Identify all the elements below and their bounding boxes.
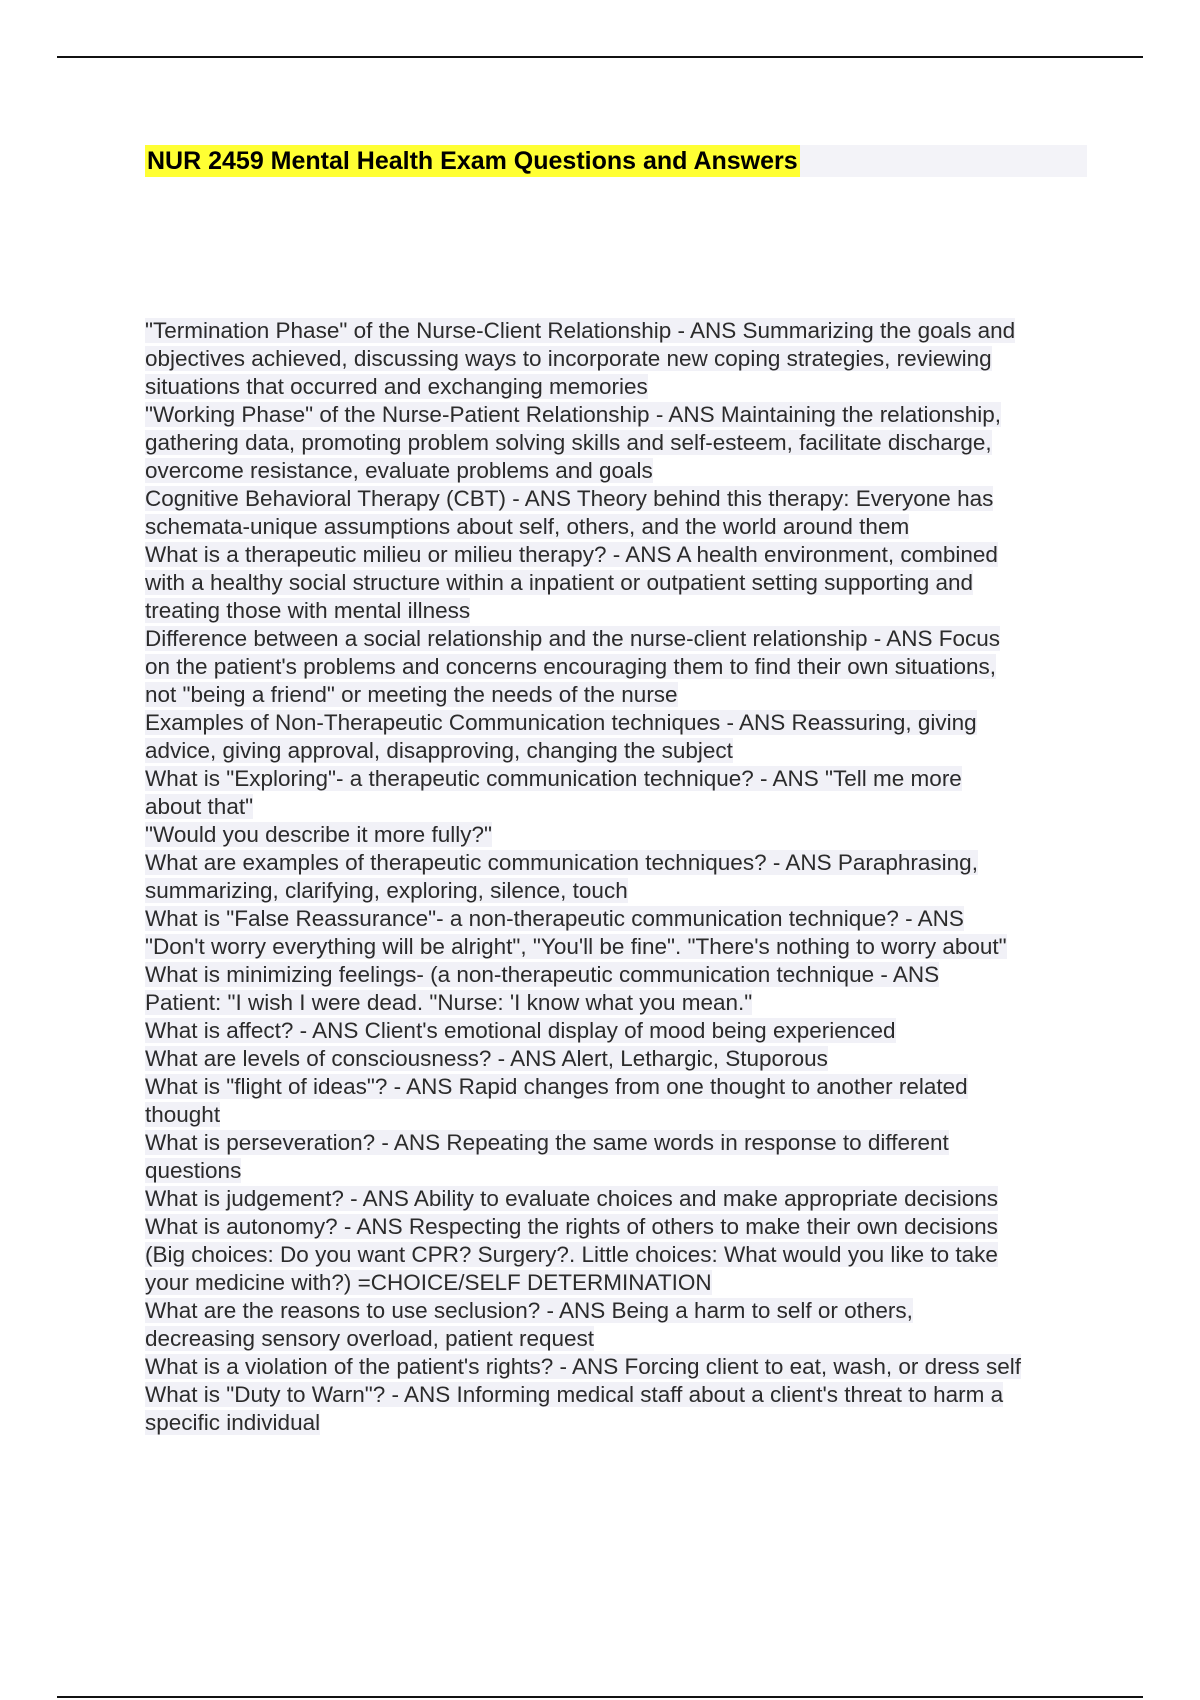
qa-entry-text: What is judgement? - ANS Ability to evaluate choices and make appropriate decisions: [145, 1186, 998, 1211]
qa-entry: [145, 1297, 1090, 1353]
qa-entry: [145, 905, 1090, 961]
qa-entry-text: What is "False Reassurance"- a non-therapeutic communication technique? - ANS: [145, 906, 964, 931]
qa-list: [145, 317, 1090, 1437]
qa-entry-text: What is a violation of the patient's rights? - ANS Forcing client to eat, wash, or dress self: [145, 1354, 1021, 1379]
qa-entry: [145, 1185, 1090, 1213]
qa-entry: [145, 1129, 1090, 1185]
qa-entry-line: [145, 1353, 1090, 1381]
qa-entry-text: What is "flight of ideas"? - ANS Rapid changes from one thought to another related: [145, 1074, 968, 1099]
qa-entry-line: [145, 1129, 1090, 1157]
qa-entry-line: [145, 1213, 1090, 1241]
qa-entry: [145, 1017, 1090, 1045]
qa-entry: [145, 1381, 1090, 1437]
qa-entry-line: [145, 1101, 1090, 1129]
qa-entry-line: [145, 933, 1090, 961]
qa-entry-text: not "being a friend" or meeting the needs of the nurse: [145, 682, 678, 707]
qa-entry-text: "Working Phase" of the Nurse-Patient Relationship - ANS Maintaining the relationship,: [145, 402, 1002, 427]
qa-entry: [145, 1353, 1090, 1381]
qa-entry: [145, 849, 1090, 905]
qa-entry-line: [145, 1269, 1090, 1297]
qa-entry-line: [145, 1325, 1090, 1353]
qa-entry-text: summarizing, clarifying, exploring, silence, touch: [145, 878, 628, 903]
document-title: NUR 2459 Mental Health Exam Questions and Answers: [147, 147, 798, 175]
header-rule: [57, 56, 1143, 58]
qa-entry: [145, 485, 1090, 541]
qa-entry-line: [145, 877, 1090, 905]
footer-rule: [57, 1696, 1143, 1698]
qa-entry-text: treating those with mental illness: [145, 598, 471, 623]
qa-entry-text: specific individual: [145, 1410, 321, 1435]
qa-entry-line: [145, 905, 1090, 933]
qa-entry-line: [145, 821, 1090, 849]
qa-entry-line: [145, 1073, 1090, 1101]
qa-entry-text: What is minimizing feelings- (a non-therapeutic communication technique - ANS: [145, 962, 940, 987]
qa-entry-line: [145, 1241, 1090, 1269]
qa-entry: [145, 1213, 1090, 1297]
qa-entry: [145, 401, 1090, 485]
qa-entry-line: [145, 1185, 1090, 1213]
qa-entry-line: [145, 541, 1090, 569]
qa-entry: [145, 541, 1090, 625]
qa-entry-text: Difference between a social relationship and the nurse-client relationship - ANS Focus: [145, 626, 1001, 651]
qa-entry-text: What are examples of therapeutic communication techniques? - ANS Paraphrasing,: [145, 850, 978, 875]
qa-entry-text: on the patient's problems and concerns encouraging them to find their own situations,: [145, 654, 997, 679]
qa-entry-text: questions: [145, 1158, 242, 1183]
qa-entry-line: [145, 317, 1090, 345]
qa-entry-line: [145, 429, 1090, 457]
qa-entry: [145, 1073, 1090, 1129]
qa-entry: [145, 625, 1090, 709]
qa-entry-text: decreasing sensory overload, patient request: [145, 1326, 595, 1351]
qa-entry-line: [145, 1409, 1090, 1437]
qa-entry-text: schemata-unique assumptions about self, others, and the world around them: [145, 514, 910, 539]
qa-entry-line: [145, 793, 1090, 821]
qa-entry-line: [145, 681, 1090, 709]
qa-entry-line: [145, 373, 1090, 401]
qa-entry-text: What is "Exploring"- a therapeutic communication technique? - ANS "Tell me more: [145, 766, 962, 791]
qa-entry-text: gathering data, promoting problem solving skills and self-esteem, facilitate discharge,: [145, 430, 992, 455]
qa-entry-text: "Don't worry everything will be alright", "You'll be fine". "There's nothing to worry about": [145, 934, 1007, 959]
qa-entry-text: overcome resistance, evaluate problems and goals: [145, 458, 653, 483]
qa-entry-line: [145, 513, 1090, 541]
qa-entry-line: [145, 569, 1090, 597]
qa-entry-line: [145, 737, 1090, 765]
qa-entry-text: What are levels of consciousness? - ANS Alert, Lethargic, Stuporous: [145, 1046, 828, 1071]
qa-entry-line: [145, 849, 1090, 877]
qa-entry-line: [145, 485, 1090, 513]
qa-entry-line: [145, 961, 1090, 989]
qa-entry-text: situations that occurred and exchanging memories: [145, 374, 648, 399]
qa-entry-text: What is autonomy? - ANS Respecting the rights of others to make their own decisions: [145, 1214, 998, 1239]
qa-entry-text: objectives achieved, discussing ways to incorporate new coping strategies, reviewing: [145, 346, 992, 371]
qa-entry-text: What is a therapeutic milieu or milieu therapy? - ANS A health environment, combined: [145, 542, 998, 567]
qa-entry-text: "Termination Phase" of the Nurse-Client Relationship - ANS Summarizing the goals and: [145, 318, 1016, 343]
qa-entry: [145, 709, 1090, 765]
qa-entry: [145, 1045, 1090, 1073]
qa-entry-text: (Big choices: Do you want CPR? Surgery?. Little choices: What would you like to take: [145, 1242, 998, 1267]
qa-entry-line: [145, 625, 1090, 653]
qa-entry-text: thought: [145, 1102, 221, 1127]
qa-entry-text: "Would you describe it more fully?": [145, 822, 492, 847]
qa-entry-line: [145, 989, 1090, 1017]
qa-entry-line: [145, 765, 1090, 793]
qa-entry-text: What are the reasons to use seclusion? - ANS Being a harm to self or others,: [145, 1298, 913, 1323]
qa-entry-line: [145, 1017, 1090, 1045]
qa-entry-line: [145, 1157, 1090, 1185]
qa-entry-text: your medicine with?) =CHOICE/SELF DETERMINATION: [145, 1270, 712, 1295]
qa-entry-text: Cognitive Behavioral Therapy (CBT) - ANS Theory behind this therapy: Everyone has: [145, 486, 994, 511]
qa-entry-line: [145, 401, 1090, 429]
qa-entry-line: [145, 709, 1090, 737]
qa-entry-text: with a healthy social structure within a inpatient or outpatient setting supporting and: [145, 570, 973, 595]
qa-entry-text: about that": [145, 794, 254, 819]
qa-entry-line: [145, 597, 1090, 625]
qa-entry-text: Examples of Non-Therapeutic Communication techniques - ANS Reassuring, giving: [145, 710, 977, 735]
qa-entry-text: advice, giving approval, disapproving, changing the subject: [145, 738, 733, 763]
qa-entry-line: [145, 1297, 1090, 1325]
qa-entry-line: [145, 653, 1090, 681]
qa-entry-text: Patient: "I wish I were dead. "Nurse: 'I know what you mean.": [145, 990, 753, 1015]
qa-entry-line: [145, 1045, 1090, 1073]
qa-entry: [145, 765, 1090, 849]
qa-entry-line: [145, 1381, 1090, 1409]
qa-entry-text: What is perseveration? - ANS Repeating the same words in response to different: [145, 1130, 949, 1155]
qa-entry-line: [145, 345, 1090, 373]
qa-entry: [145, 961, 1090, 1017]
qa-entry-line: [145, 457, 1090, 485]
qa-entry: [145, 317, 1090, 401]
qa-entry-text: What is affect? - ANS Client's emotional display of mood being experienced: [145, 1018, 896, 1043]
qa-entry-text: What is "Duty to Warn"? - ANS Informing medical staff about a client's threat to harm a: [145, 1382, 1004, 1407]
